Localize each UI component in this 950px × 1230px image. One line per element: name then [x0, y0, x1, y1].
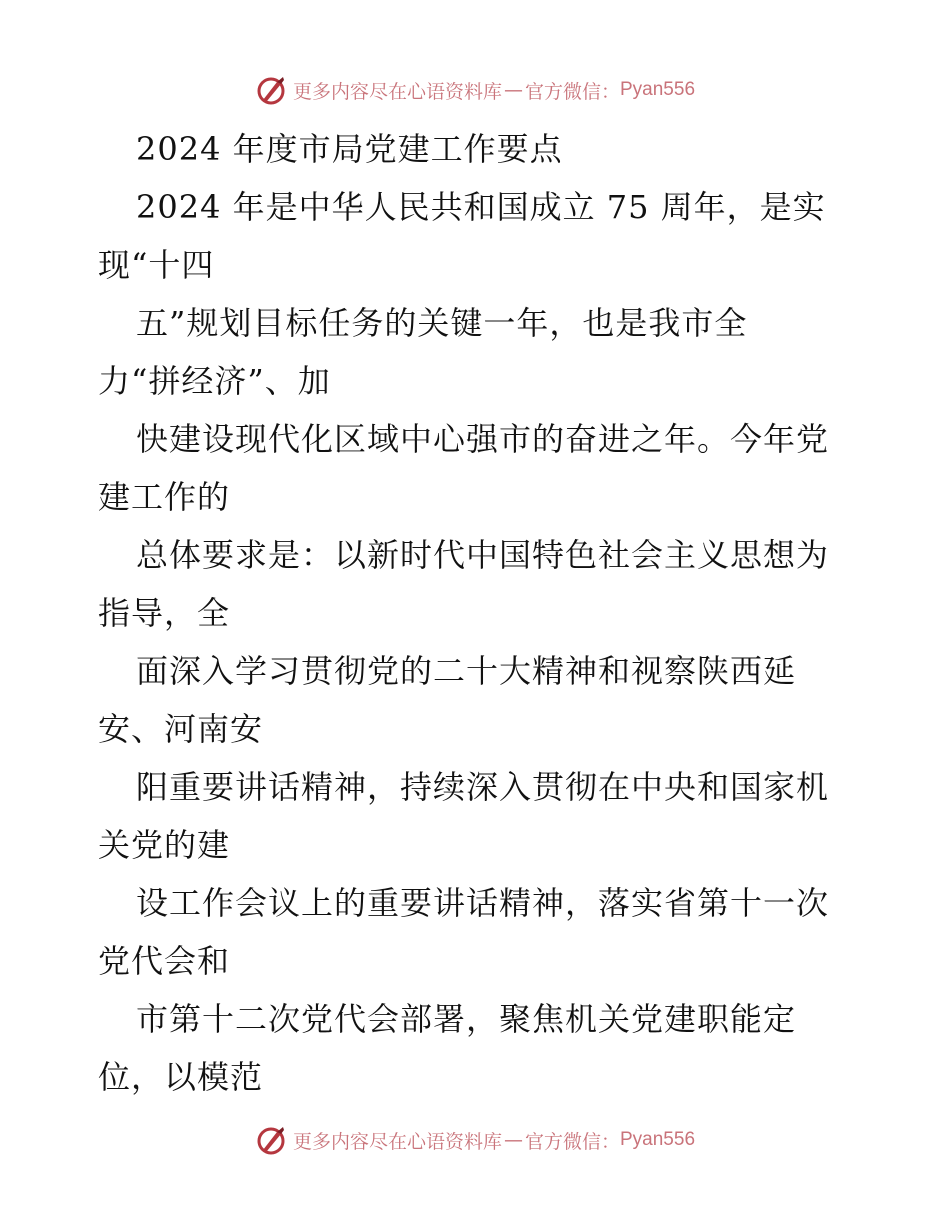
paragraph-line: 位，以模范 [98, 1058, 264, 1096]
watermark-label: 官方微信： [524, 1130, 620, 1153]
watermark-text: 更多内容尽在心语资料库 [292, 80, 502, 103]
paragraph-line: 现“十四 [98, 246, 215, 284]
paragraph-line: 阳重要讲话精神，持续深入贯彻在中央和国家机 [136, 768, 830, 806]
header-watermark [0, 70, 950, 110]
paragraph-line: 力“拼经济”、加 [98, 362, 331, 400]
watermark-separator: — [503, 1129, 523, 1151]
watermark-account: Pyan556 [620, 1129, 696, 1150]
paragraph-line: 2024 年是中华人民共和国成立 75 周年，是实 [136, 188, 826, 226]
watermark-text: 更多内容尽在心语资料库 [292, 1130, 502, 1153]
quill-pen-logo-icon [255, 74, 287, 106]
paragraph-line: 五”规划目标任务的关键一年，也是我市全 [136, 304, 748, 342]
paragraph-line: 设工作会议上的重要讲话精神，落实省第十一次 [136, 884, 830, 922]
paragraph-line: 面深入学习贯彻党的二十大精神和视察陕西延 [136, 652, 797, 690]
paragraph-line: 安、河南安 [98, 710, 264, 748]
paragraph-line: 市第十二次党代会部署，聚焦机关党建职能定 [136, 1000, 797, 1038]
watermark-separator: — [503, 79, 523, 101]
document-body [98, 120, 868, 1106]
watermark-account: Pyan556 [620, 79, 696, 100]
paragraph-line: 关党的建 [98, 826, 231, 864]
watermark-label: 官方微信： [524, 80, 620, 103]
paragraph-line: 快建设现代化区域中心强市的奋进之年。今年党 [136, 420, 830, 458]
document-title: 2024 年度市局党建工作要点 [136, 130, 563, 168]
quill-pen-logo-icon [255, 1124, 287, 1156]
paragraph-line: 指导，全 [98, 594, 231, 632]
paragraph-line: 建工作的 [98, 478, 231, 516]
paragraph-line: 党代会和 [98, 942, 231, 980]
paragraph-line: 总体要求是：以新时代中国特色社会主义思想为 [136, 536, 830, 574]
footer-watermark [0, 1120, 950, 1160]
